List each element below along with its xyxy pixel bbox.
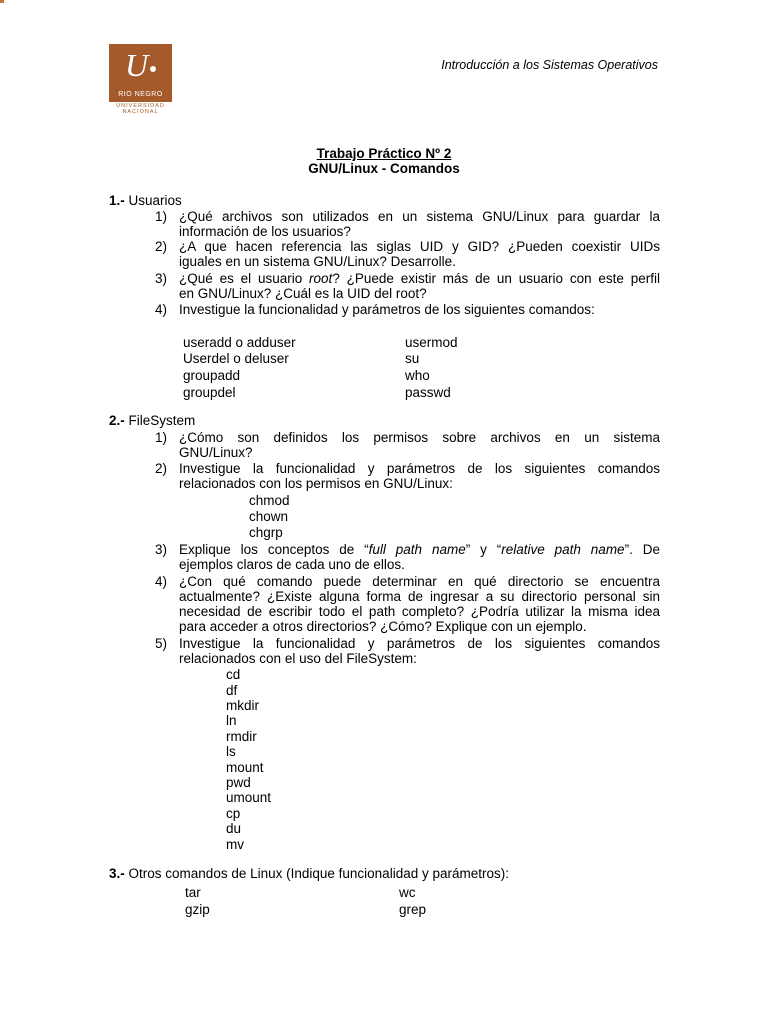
question-2-2: 2) Investigue la funcionalidad y parámetros de los siguientes comandos relacionados con los permisos en GNU/Linux:: [155, 461, 660, 491]
university-logo: [109, 44, 172, 102]
command-item: df: [226, 683, 238, 698]
command-item: usermod: [405, 335, 458, 350]
question-1-2: 2) ¿A que hacen referencia las siglas UID y GID? ¿Pueden coexistir UIDs iguales en un sistema GNU/Linux? Desarrolle.: [155, 239, 660, 269]
question-1-1: 1) ¿Qué archivos son utilizados en un sistema GNU/Linux para guardar la información de los usuarios?: [155, 209, 660, 239]
command-item: su: [405, 351, 420, 366]
command-item: groupdel: [183, 385, 236, 400]
section-2-heading: 2.- FileSystem: [109, 413, 196, 428]
logo-city: RIO NEGRO: [118, 91, 163, 98]
command-item: pwd: [226, 775, 251, 790]
course-header: Introducción a los Sistemas Operativos: [441, 58, 658, 72]
section-3-heading: 3.- Otros comandos de Linux (Indique funcionalidad y parámetros):: [109, 866, 509, 881]
command-item: grep: [399, 902, 427, 917]
question-1-3: 3) ¿Qué es el usuario root? ¿Puede existir más de un usuario con este perfil en GNU/Linux? ¿Cuál es la UID del root?: [155, 271, 660, 301]
command-item: umount: [226, 790, 272, 805]
command-item: chown: [249, 509, 289, 524]
command-item: chgrp: [249, 525, 283, 540]
command-item: cp: [226, 806, 241, 821]
command-item: who: [405, 368, 430, 383]
command-item: du: [226, 821, 242, 836]
page-corner-mark: [0, 0, 4, 3]
command-item: mkdir: [226, 698, 259, 713]
logo-subtitle: UNIVERSIDAD NACIONAL: [116, 103, 165, 115]
question-1-4: 4) Investigue la funcionalidad y parámetros de los siguientes comandos:: [155, 302, 595, 317]
command-item: mv: [226, 837, 244, 852]
section-1-heading: 1.- Usuarios: [109, 193, 182, 208]
command-item: useradd o adduser: [183, 335, 296, 350]
document-subtitle: GNU/Linux - Comandos: [308, 161, 460, 176]
question-2-1: 1) ¿Cómo son definidos los permisos sobre archivos en un sistema GNU/Linux?: [155, 430, 660, 460]
logo-mark: U: [109, 48, 172, 82]
command-item: tar: [185, 885, 201, 900]
command-item: passwd: [405, 385, 451, 400]
document-title: Trabajo Práctico Nº 2: [316, 146, 452, 161]
command-item: mount: [226, 760, 264, 775]
question-2-5: 5) Investigue la funcionalidad y parámetros de los siguientes comandos relacionados con el uso del FileSystem:: [155, 636, 660, 666]
command-item: cd: [226, 667, 241, 682]
command-item: rmdir: [226, 729, 257, 744]
command-item: Userdel o deluser: [183, 351, 289, 366]
command-item: chmod: [249, 493, 290, 508]
command-item: ls: [226, 744, 236, 759]
question-2-4: 4) ¿Con qué comando puede determinar en qué directorio se encuentra actualmente? ¿Existe alguna forma de ingresar a su directorio personal sin necesidad de escribir todo el path completo? ¿Podría utilizar la misma idea para acceder a otros directorios? ¿Cómo? Explique con un ejemplo.: [155, 574, 660, 634]
command-item: groupadd: [183, 368, 241, 383]
question-2-3: 3) Explique los conceptos de “full path name” y “relative path name”. De ejemplos claros de cada uno de ellos.: [155, 542, 660, 572]
command-item: wc: [399, 885, 416, 900]
command-item: gzip: [185, 902, 210, 917]
command-item: ln: [226, 713, 237, 728]
